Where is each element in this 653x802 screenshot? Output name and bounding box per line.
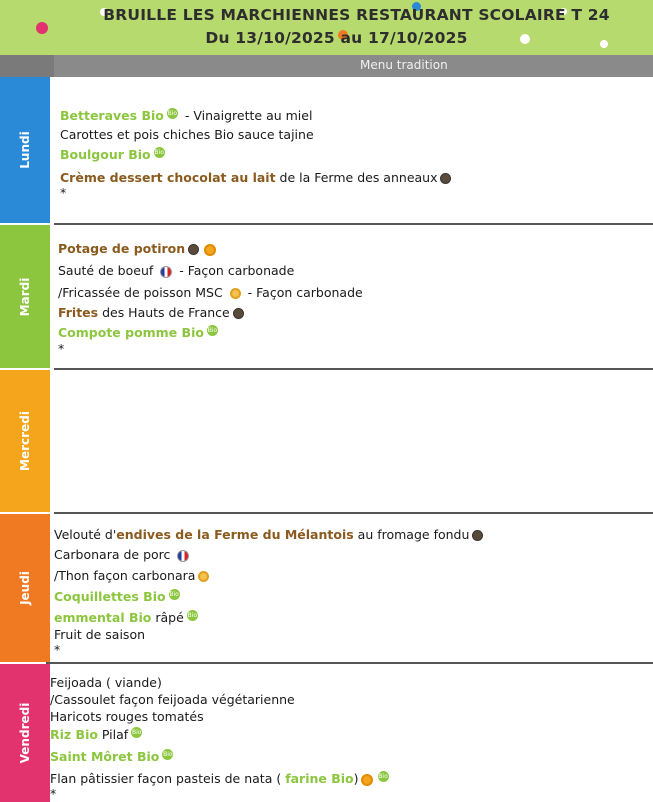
header-banner <box>0 0 653 55</box>
bio-icon: Bio <box>378 773 388 780</box>
menu-line: Riz Bio Pilaf Bio <box>50 727 142 743</box>
day-cell-jeudi <box>46 514 653 664</box>
bio-icon: Bio <box>154 149 164 156</box>
menu-line: Haricots rouges tomatés <box>50 709 204 724</box>
menu-line: Betteraves Bio Bio - Vinaigrette au miel <box>60 108 313 124</box>
day-label-mardi: Mardi <box>18 277 32 316</box>
menu-line: * <box>54 642 61 657</box>
page-title: BRUILLE LES MARCHIENNES RESTAURANT SCOLAIRE T 24 <box>103 6 610 24</box>
menu-line: Saint Môret Bio Bio <box>50 749 173 765</box>
day-label-lundi: Lundi <box>18 131 32 169</box>
menu-line: /Fricassée de poisson MSC - Façon carbonade <box>58 285 363 300</box>
bio-icon: Bio <box>131 729 142 736</box>
day-band-vendredi <box>0 664 50 802</box>
menu-line: Carbonara de porc <box>54 547 192 562</box>
menu-line: Sauté de boeuf - Façon carbonade <box>58 263 295 278</box>
column-header-corner <box>0 55 54 77</box>
bio-icon: Bio <box>169 591 179 598</box>
menu-line: Feijoada ( viande) <box>50 675 162 690</box>
day-band-mardi <box>0 225 50 368</box>
msc-icon <box>230 288 241 299</box>
menu-line: Boulgour Bio Bio <box>60 147 164 163</box>
day-label-jeudi: Jeudi <box>18 571 32 605</box>
day-band-lundi <box>0 77 50 223</box>
bio-icon: Bio <box>207 327 218 334</box>
french-origin-icon <box>160 266 172 278</box>
label-star-icon <box>361 774 373 786</box>
day-band-jeudi <box>0 514 50 662</box>
date-range: Du 13/10/2025 au 17/10/2025 <box>205 29 468 47</box>
bio-icon: Bio <box>167 110 178 117</box>
day-cell-mercredi <box>54 370 653 514</box>
local-producer-icon <box>472 530 483 541</box>
menu-line: Carottes et pois chiches Bio sauce tajine <box>60 127 314 142</box>
day-label-vendredi: Vendredi <box>18 702 32 764</box>
menu-line: Flan pâtissier façon pasteis de nata ( farine Bio) Bio <box>50 771 388 787</box>
local-producer-icon <box>188 244 199 255</box>
menu-line: Velouté d'endives de la Ferme du Mélantois au fromage fondu <box>54 527 486 542</box>
local-producer-icon <box>440 173 451 184</box>
day-cell-lundi <box>54 77 653 225</box>
label-star-icon <box>204 244 216 256</box>
local-producer-icon <box>233 308 244 319</box>
menu-line: Potage de potiron <box>58 241 218 256</box>
menu-line: /Thon façon carbonara <box>54 568 212 583</box>
bio-icon: Bio <box>163 751 173 758</box>
column-header <box>0 55 653 77</box>
day-cell-mardi <box>54 225 653 370</box>
day-band-mercredi <box>0 370 50 512</box>
menu-line: Coquillettes Bio Bio <box>54 589 179 605</box>
day-cell-vendredi <box>44 664 653 802</box>
menu-line: Compote pomme Bio Bio <box>58 325 218 341</box>
column-header-label: Menu tradition <box>360 58 448 72</box>
menu-line: /Cassoulet façon feijoada végétarienne <box>50 692 295 707</box>
bio-icon: Bio <box>187 612 197 619</box>
menu-line: emmental Bio râpé Bio <box>54 610 197 626</box>
day-label-mercredi: Mercredi <box>18 411 32 471</box>
menu-line: Crème dessert chocolat au lait de la Ferme des anneaux <box>60 170 454 185</box>
msc-icon <box>198 571 209 582</box>
menu-line: * <box>60 185 67 200</box>
menu-line: * <box>50 786 57 801</box>
menu-line: Fruit de saison <box>54 627 146 642</box>
menu-line: Frites des Hauts de France <box>58 305 247 320</box>
french-origin-icon <box>177 550 189 562</box>
menu-line: * <box>58 341 65 356</box>
